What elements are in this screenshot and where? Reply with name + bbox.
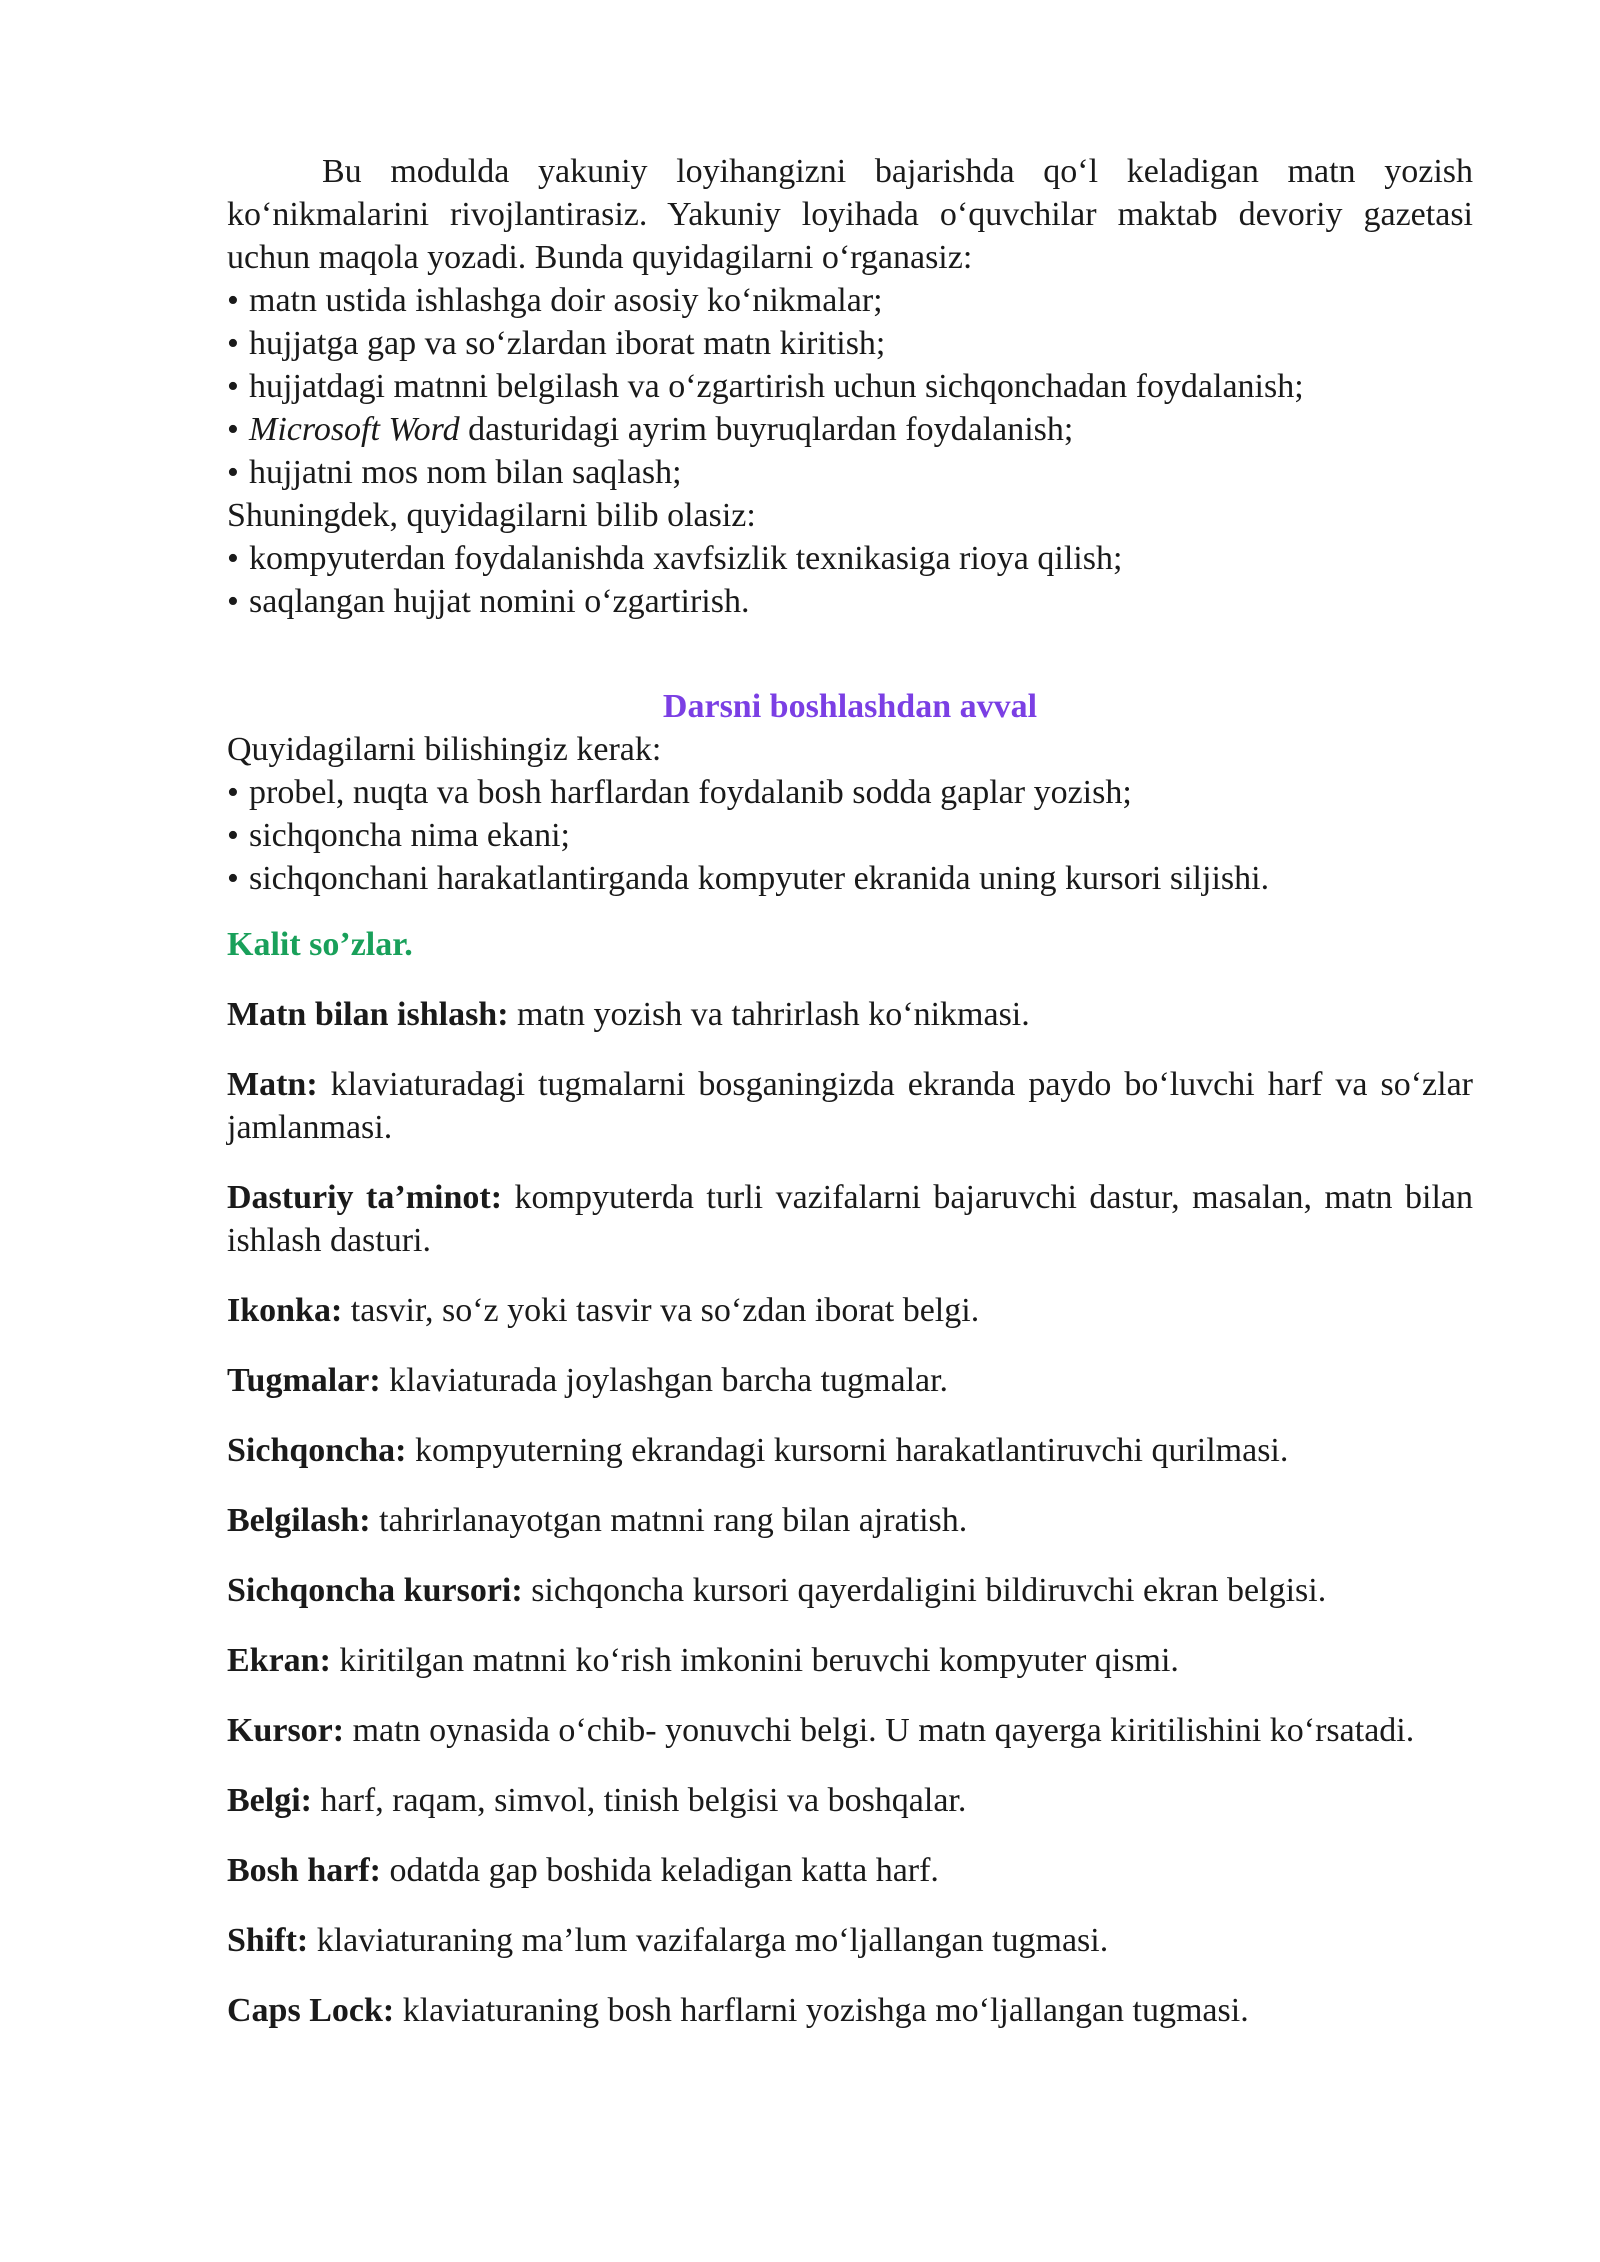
keyword-term: Belgilash: — [227, 1502, 371, 1539]
bullet-icon: • — [227, 454, 239, 491]
section-lead: Quyidagilarni bilishingiz kerak: — [227, 731, 662, 768]
keyword-definition — [227, 1359, 1473, 1402]
bullet-icon: • — [227, 774, 239, 811]
keyword-text: klaviaturada joylashgan barcha tugmalar. — [380, 1362, 949, 1399]
bullet-icon: • — [227, 817, 239, 854]
list-item: • sichqonchani harakatlantirganda kompyuter ekranida uning kursori siljishi. — [227, 857, 1473, 900]
keyword-term: Bosh harf: — [227, 1852, 381, 1889]
intro-bullet-list — [227, 279, 1473, 494]
keyword-text: sichqoncha kursori qayerdaligini bildiruvchi ekran belgisi. — [522, 1572, 1327, 1609]
list-item: • saqlangan hujjat nomini o‘zgartirish. — [227, 580, 1473, 623]
list-item: • kompyuterdan foydalanishda xavfsizlik texnikasiga rioya qilish; — [227, 537, 1473, 580]
bullet-icon: • — [227, 368, 239, 405]
keyword-definition — [227, 1063, 1473, 1149]
list-item: • hujjatga gap va so‘zlardan iborat matn kiritish; — [227, 322, 1473, 365]
keyword-term: Ikonka: — [227, 1292, 343, 1329]
keyword-text: klaviaturadagi tugmalarni bosganingizda ekranda paydo bo‘luvchi harf va so‘zlar jamlanmasi. — [227, 1066, 1473, 1146]
keyword-definition — [227, 1709, 1473, 1752]
keyword-definition — [227, 1289, 1473, 1332]
keyword-text: kiritilgan matnni ko‘rish imkonini beruvchi kompyuter qismi. — [330, 1642, 1179, 1679]
keyword-term: Shift: — [227, 1922, 309, 1959]
app-name: Microsoft Word — [249, 411, 460, 448]
keyword-term: Caps Lock: — [227, 1992, 395, 2029]
keyword-text: tahrirlanayotgan matnni rang bilan ajratish. — [370, 1502, 968, 1539]
keyword-definition — [227, 1989, 1473, 2032]
keyword-definitions — [227, 993, 1473, 2032]
list-item: • hujjatni mos nom bilan saqlash; — [227, 451, 1473, 494]
list-item: • matn ustida ishlashga doir asosiy ko‘nikmalar; — [227, 279, 1473, 322]
keyword-term: Ekran: — [227, 1642, 331, 1679]
keyword-term: Tugmalar: — [227, 1362, 381, 1399]
keyword-term: Matn bilan ishlash: — [227, 996, 509, 1033]
bullet-icon: • — [227, 282, 239, 319]
keyword-text: klaviaturaning bosh harflarni yozishga mo‘ljallangan tugmasi. — [394, 1992, 1249, 2029]
keyword-text: matn oynasida o‘chib- yonuvchi belgi. U matn qayerga kiritilishini ko‘rsatadi. — [344, 1712, 1415, 1749]
bullet-icon: • — [227, 325, 239, 362]
keyword-definition — [227, 1176, 1473, 1262]
keyword-term: Belgi: — [227, 1782, 312, 1819]
prerequisite-bullet-list — [227, 771, 1473, 900]
also-line: Shuningdek, quyidagilarni bilib olasiz: — [227, 497, 756, 534]
keyword-text: tasvir, so‘z yoki tasvir va so‘zdan iborat belgi. — [342, 1292, 980, 1329]
bullet-icon: • — [227, 583, 239, 620]
list-item: • sichqoncha nima ekani; — [227, 814, 1473, 857]
list-item: • Microsoft Word dasturidagi ayrim buyruqlardan foydalanish; — [227, 408, 1473, 451]
keyword-term: Matn: — [227, 1066, 318, 1103]
keyword-definition — [227, 1569, 1473, 1612]
keyword-definition — [227, 1499, 1473, 1542]
keyword-definition — [227, 993, 1473, 1036]
keyword-text: kompyuterda turli vazifalarni bajaruvchi dastur, masalan, matn bilan ishlash dasturi. — [227, 1179, 1474, 1259]
intro-paragraph: Bu modulda yakuniy loyihangizni bajarishda qo‘l keladigan matn yozish ko‘nikmalarini rivojlantirasiz. Yakuniy loyihada o‘quvchilar maktab devoriy gazetasi uchun maqola yozadi. Bunda quyidagilarni o‘rganasiz: — [227, 153, 1473, 276]
bullet-icon: • — [227, 540, 239, 577]
keyword-term: Sichqoncha kursori: — [227, 1572, 523, 1609]
keyword-term: Sichqoncha: — [227, 1432, 407, 1469]
list-item: • hujjatdagi matnni belgilash va o‘zgartirish uchun sichqonchadan foydalanish; — [227, 365, 1473, 408]
list-item: • probel, nuqta va bosh harflardan foydalanib sodda gaplar yozish; — [227, 771, 1473, 814]
keyword-definition — [227, 1919, 1473, 1962]
bullet-icon: • — [227, 411, 239, 448]
keyword-text: klaviaturaning ma’lum vazifalarga mo‘ljallangan tugmasi. — [308, 1922, 1109, 1959]
keyword-definition — [227, 1429, 1473, 1472]
keyword-definition — [227, 1849, 1473, 1892]
bullet-icon: • — [227, 860, 239, 897]
document-page — [227, 150, 1473, 2032]
keyword-term: Kursor: — [227, 1712, 345, 1749]
keyword-text: odatda gap boshida keladigan katta harf. — [380, 1852, 939, 1889]
keyword-term: Dasturiy ta’minot: — [227, 1179, 503, 1216]
keyword-definition — [227, 1779, 1473, 1822]
keyword-text: harf, raqam, simvol, tinish belgisi va boshqalar. — [311, 1782, 967, 1819]
keyword-definition — [227, 1639, 1473, 1682]
keyword-text: matn yozish va tahrirlash ko‘nikmasi. — [508, 996, 1030, 1033]
section-title: Darsni boshlashdan avval — [662, 688, 1038, 725]
keywords-title: Kalit so’zlar. — [227, 926, 413, 963]
keyword-text: kompyuterning ekrandagi kursorni harakatlantiruvchi qurilmasi. — [406, 1432, 1289, 1469]
also-bullet-list — [227, 537, 1473, 623]
